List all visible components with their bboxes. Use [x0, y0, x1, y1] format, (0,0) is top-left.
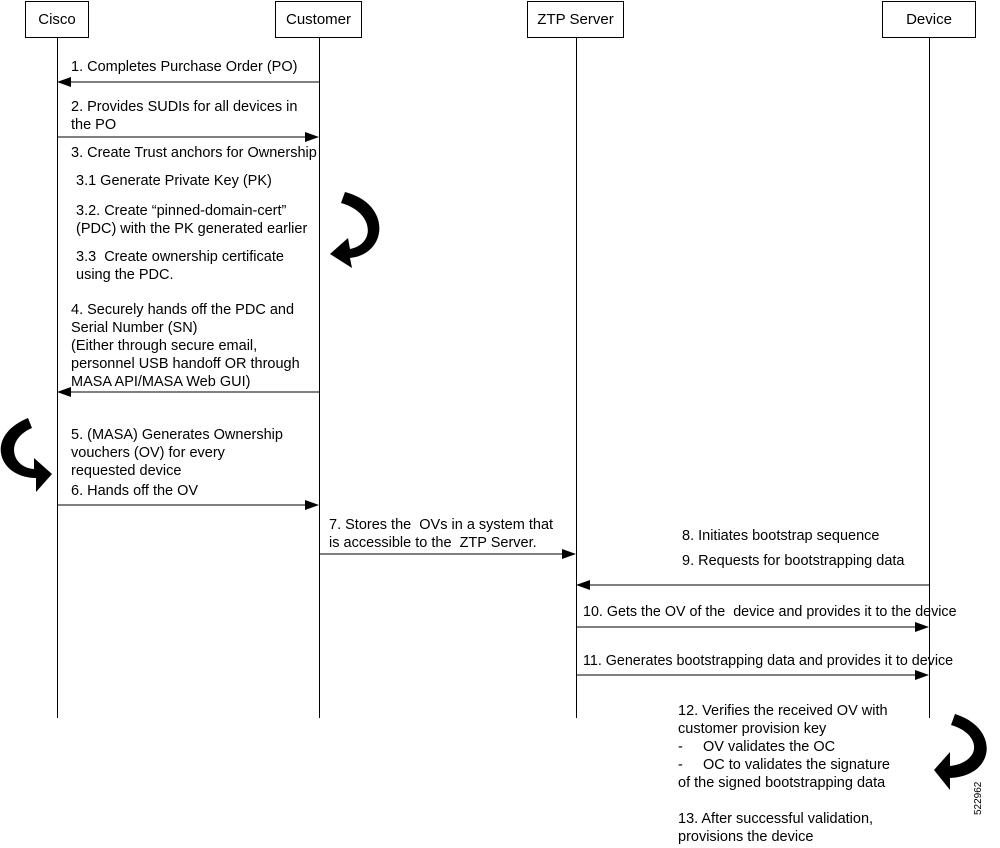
step-9-label: 9. Requests for bootstrapping data — [682, 553, 905, 569]
step-3-2-label: 3.2. Create “pinned-domain-cert” (PDC) with the PK generated earlier — [76, 203, 308, 237]
self-loop-arrow-device — [934, 714, 987, 790]
step-13-label: 13. After successful validation, provisions the device — [678, 811, 874, 845]
actor-cisco: Cisco — [25, 1, 89, 38]
self-loop-arrow-cisco — [1, 418, 52, 492]
step-3-1-label: 3.1 Generate Private Key (PK) — [76, 173, 272, 189]
step-4-label: 4. Securely hands off the PDC and Serial Number (SN) (Either through secure email, personnel USB handoff OR through MASA API/MASA Web GUI) — [71, 302, 300, 390]
step-1-label: 1. Completes Purchase Order (PO) — [71, 59, 298, 75]
actor-device: Device — [882, 1, 976, 38]
step-5-label: 5. (MASA) Generates Ownership vouchers (OV) for every requested device — [71, 427, 283, 479]
step-11-label: 11. Generates bootstrapping data and provides it to device — [583, 653, 954, 669]
self-loop-arrow-customer — [330, 192, 379, 268]
step-12-label: 12. Verifies the received OV with customer provision key - OV validates the OC - OC to validates the signature of the signed bootstrapping data — [678, 703, 890, 791]
actor-customer: Customer — [275, 1, 362, 38]
step-8-label: 8. Initiates bootstrap sequence — [682, 528, 880, 544]
step-6-label: 6. Hands off the OV — [71, 483, 199, 499]
step-3-label: 3. Create Trust anchors for Ownership — [71, 145, 317, 161]
step-3-3-label: 3.3 Create ownership certificate using the PDC. — [76, 249, 284, 283]
figure-id-label: 522962 — [973, 781, 984, 815]
step-10-label: 10. Gets the OV of the device and provides it to the device — [583, 604, 957, 620]
step-7-label: 7. Stores the OVs in a system that is accessible to the ZTP Server. — [329, 517, 554, 551]
actor-ztp-server: ZTP Server — [527, 1, 624, 38]
step-2-label: 2. Provides SUDIs for all devices in the PO — [71, 99, 298, 133]
